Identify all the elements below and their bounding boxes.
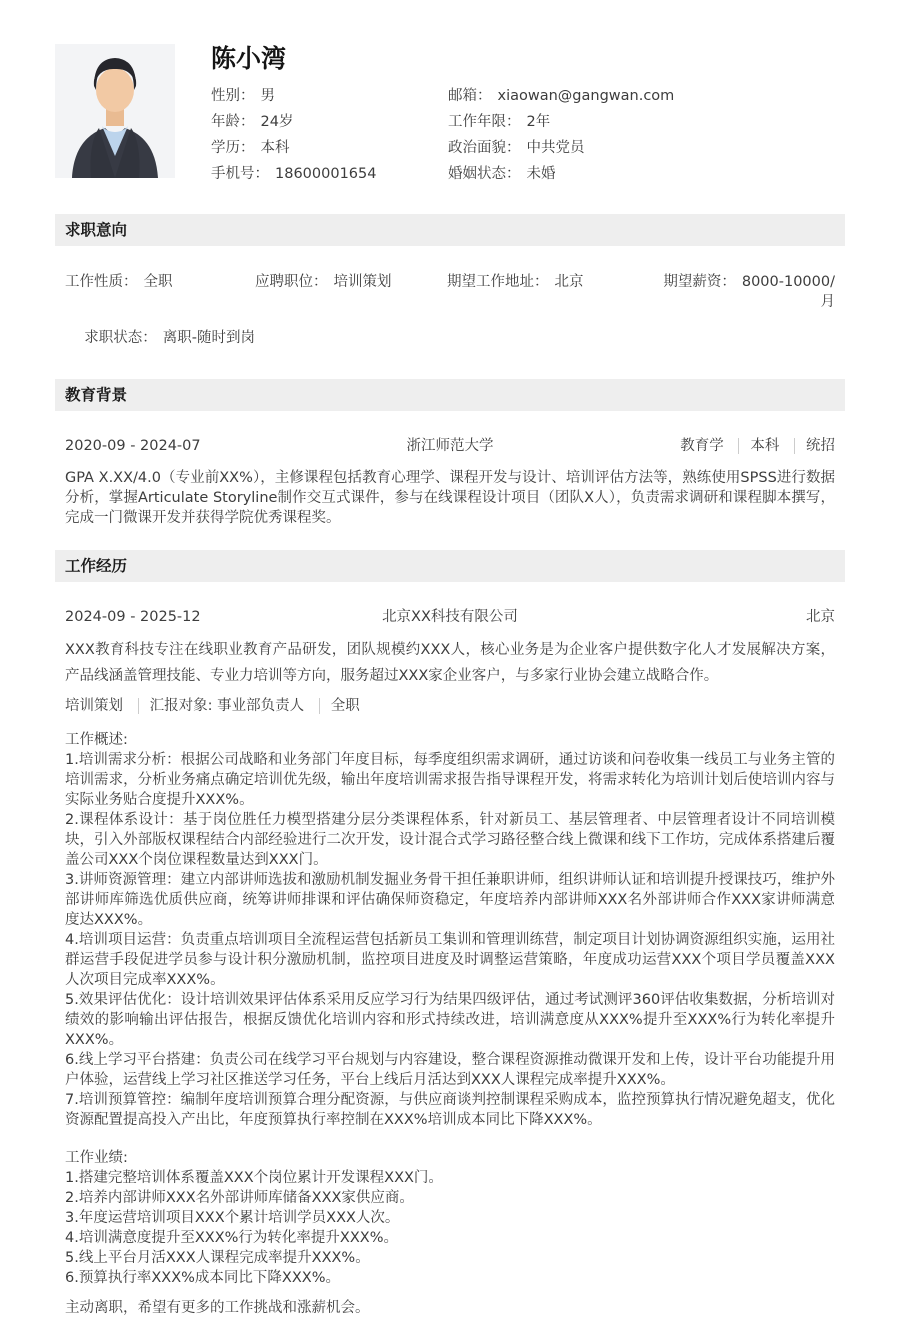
position-tag-title: 培训策划 — [65, 698, 123, 714]
education-tag-enrollment: 统招 — [794, 438, 835, 454]
info-label: 年龄： — [211, 114, 255, 130]
work-achievement-item: 6.预算执行率XXX%成本同比下降XXX%。 — [65, 1270, 340, 1286]
intent-value: 8000-10000/月 — [741, 274, 835, 310]
intent-salary — [660, 272, 835, 312]
info-marital-status — [448, 165, 845, 184]
work-overview-item: 6.线上学习平台搭建：负责公司在线学习平台规划与内容建设，整合课程资源推动微课开发和上传，设计平台功能提升用户体验，运营线上学习社区推送学习任务，平台上线后月活达到XXX人课程完成率提升XXX%。 — [65, 1052, 835, 1088]
work-detail — [55, 730, 845, 1318]
info-work-years — [448, 113, 845, 132]
info-label: 政治面貌： — [448, 140, 521, 156]
intent-value: 北京 — [554, 274, 584, 290]
info-value: 男 — [260, 88, 275, 104]
work-location: 北京 — [806, 609, 835, 625]
section-header-work-experience: 工作经历 — [55, 550, 845, 582]
info-age — [211, 113, 448, 132]
position-tag-report-to: 汇报对象: 事业部负责人 — [138, 698, 305, 714]
info-value: 未婚 — [526, 166, 556, 182]
resume-header — [55, 44, 845, 184]
info-label: 学历： — [211, 140, 255, 156]
intent-position — [255, 272, 447, 312]
work-overview-item: 3.讲师资源管理：建立内部讲师选拔和激励机制发掘业务骨干担任兼职讲师，组织讲师认证和培训提升授课技巧，维护外部讲师库筛选优质供应商，统筹讲师排课和评估确保师资稳定，年度培养内部讲师XXX名外部讲师合作XXX家讲师满意度达XXX%。 — [65, 872, 835, 928]
education-tag-major: 教育学 — [680, 438, 724, 454]
info-value: 18600001654 — [275, 166, 377, 182]
company-intro: XXX教育科技专注在线职业教育产品研发，团队规模约XXX人，核心业务是为企业客户提供数字化人才发展解决方案，产品线涵盖管理技能、专业力培训等方向，服务超过XXX家企业客户，与多家行业协会建立战略合作。 — [65, 642, 835, 684]
info-email — [448, 87, 845, 106]
info-value: xiaowan@gangwan.com — [497, 88, 675, 104]
intent-value: 离职-随时到岗 — [162, 330, 255, 346]
company-name: 北京XX科技有限公司 — [382, 609, 518, 625]
leaving-reason: 主动离职，希望有更多的工作挑战和涨薪机会。 — [65, 1300, 370, 1316]
intent-label: 期望工作地址： — [447, 274, 549, 290]
intent-label: 工作性质： — [65, 274, 138, 290]
info-label: 工作年限： — [448, 114, 521, 130]
work-overview-title: 工作概述: — [65, 732, 128, 748]
work-achievement-item: 1.搭建完整培训体系覆盖XXX个岗位累计开发课程XXX门。 — [65, 1170, 443, 1186]
info-gender — [211, 87, 448, 106]
profile-photo-illustration — [55, 44, 175, 178]
work-achievement-item: 5.线上平台月活XXX人课程完成率提升XXX%。 — [65, 1250, 370, 1266]
work-achievement-item: 2.培养内部讲师XXX名外部讲师库储备XXX家供应商。 — [65, 1190, 414, 1206]
work-period: 2024-09 - 2025-12 — [65, 609, 201, 625]
job-intent-row-2 — [55, 328, 845, 348]
work-overview-item: 1.培训需求分析：根据公司战略和业务部门年度目标，每季度组织需求调研，通过访谈和问卷收集一线员工与业务主管的培训需求，分析业务痛点确定培训优先级，输出年度培训需求报告指导课程开发，将需求转化为培训计划后使培训内容与实际业务贴合度提升XXX%。 — [65, 752, 835, 808]
info-label: 邮箱： — [448, 88, 492, 104]
position-tag-job-type: 全职 — [319, 698, 360, 714]
info-value: 本科 — [260, 140, 290, 156]
intent-value: 培训策划 — [333, 274, 392, 290]
job-intent-row — [55, 272, 845, 312]
education-school: 浙江师范大学 — [406, 438, 494, 454]
intent-status — [65, 328, 255, 348]
candidate-name: 陈小湾 — [211, 44, 287, 73]
position-tags — [55, 696, 845, 716]
section-header-job-intent: 求职意向 — [55, 214, 845, 246]
header-details — [211, 44, 845, 184]
section-job-intent — [55, 214, 845, 348]
education-meta-row — [55, 436, 845, 456]
personal-info-grid — [211, 87, 845, 184]
section-education — [55, 379, 845, 528]
info-value: 2年 — [526, 114, 551, 130]
work-achievement-item: 3.年度运营培训项目XXX个累计培训学员XXX人次。 — [65, 1210, 400, 1226]
profile-photo — [55, 44, 175, 178]
education-tag-degree: 本科 — [738, 438, 779, 454]
info-label: 婚姻状态： — [448, 166, 521, 182]
section-header-education: 教育背景 — [55, 379, 845, 411]
intent-job-type — [65, 272, 255, 312]
work-achievements-title: 工作业绩: — [65, 1150, 128, 1166]
intent-label: 应聘职位： — [255, 274, 328, 290]
info-degree — [211, 139, 448, 158]
info-value: 24岁 — [260, 114, 294, 130]
education-period: 2020-09 - 2024-07 — [65, 438, 201, 454]
info-political-status — [448, 139, 845, 158]
education-tags — [494, 436, 836, 456]
intent-label: 求职状态： — [84, 330, 157, 346]
intent-location — [447, 272, 660, 312]
education-description: GPA X.XX/4.0（专业前XX%），主修课程包括教育心理学、课程开发与设计、培训评估方法等，熟练使用SPSS进行数据分析，掌握Articulate Storyline制作交互式课件，参与在线课程设计项目（团队X人），负责需求调研和课程脚本撰写，完成一门微课开发并获得学院优秀课程奖。 — [65, 470, 835, 526]
work-meta-row — [55, 607, 845, 627]
work-overview-item: 5.效果评估优化：设计培训效果评估体系采用反应学习行为结果四级评估，通过考试测评360评估收集数据，分析培训对绩效的影响输出评估报告，根据反馈优化培训内容和形式持续改进，培训满意度从XXX%提升至XXX%行为转化率提升XXX%。 — [65, 992, 835, 1048]
work-overview-item: 7.培训预算管控：编制年度培训预算合理分配资源，与供应商谈判控制课程采购成本，监控预算执行情况避免超支，优化资源配置提高投入产出比，年度预算执行率控制在XXX%培训成本同比下降XXX%。 — [65, 1092, 835, 1128]
work-achievement-item: 4.培训满意度提升至XXX%行为转化率提升XXX%。 — [65, 1230, 398, 1246]
intent-value: 全职 — [143, 274, 173, 290]
info-label: 性别： — [211, 88, 255, 104]
info-phone — [211, 165, 448, 184]
work-overview-item: 2.课程体系设计：基于岗位胜任力模型搭建分层分类课程体系，针对新员工、基层管理者、中层管理者设计不同培训模块，引入外部版权课程结合内部经验进行二次开发，设计混合式学习路径整合线上微课和线下工作坊，完成体系搭建后覆盖公司XXX个岗位课程数量达到XXX门。 — [65, 812, 835, 868]
work-overview-item: 4.培训项目运营：负责重点培训项目全流程运营包括新员工集训和管理训练营，制定项目计划协调资源组织实施，运用社群运营手段促进学员参与设计积分激励机制，监控项目进度及时调整运营策略，年度成功运营XXX个项目学员覆盖XXX人次项目完成率XXX%。 — [65, 932, 835, 988]
section-work-experience — [55, 550, 845, 1318]
info-value: 中共党员 — [526, 140, 585, 156]
info-label: 手机号： — [211, 166, 269, 182]
intent-label: 期望薪资： — [663, 274, 736, 290]
